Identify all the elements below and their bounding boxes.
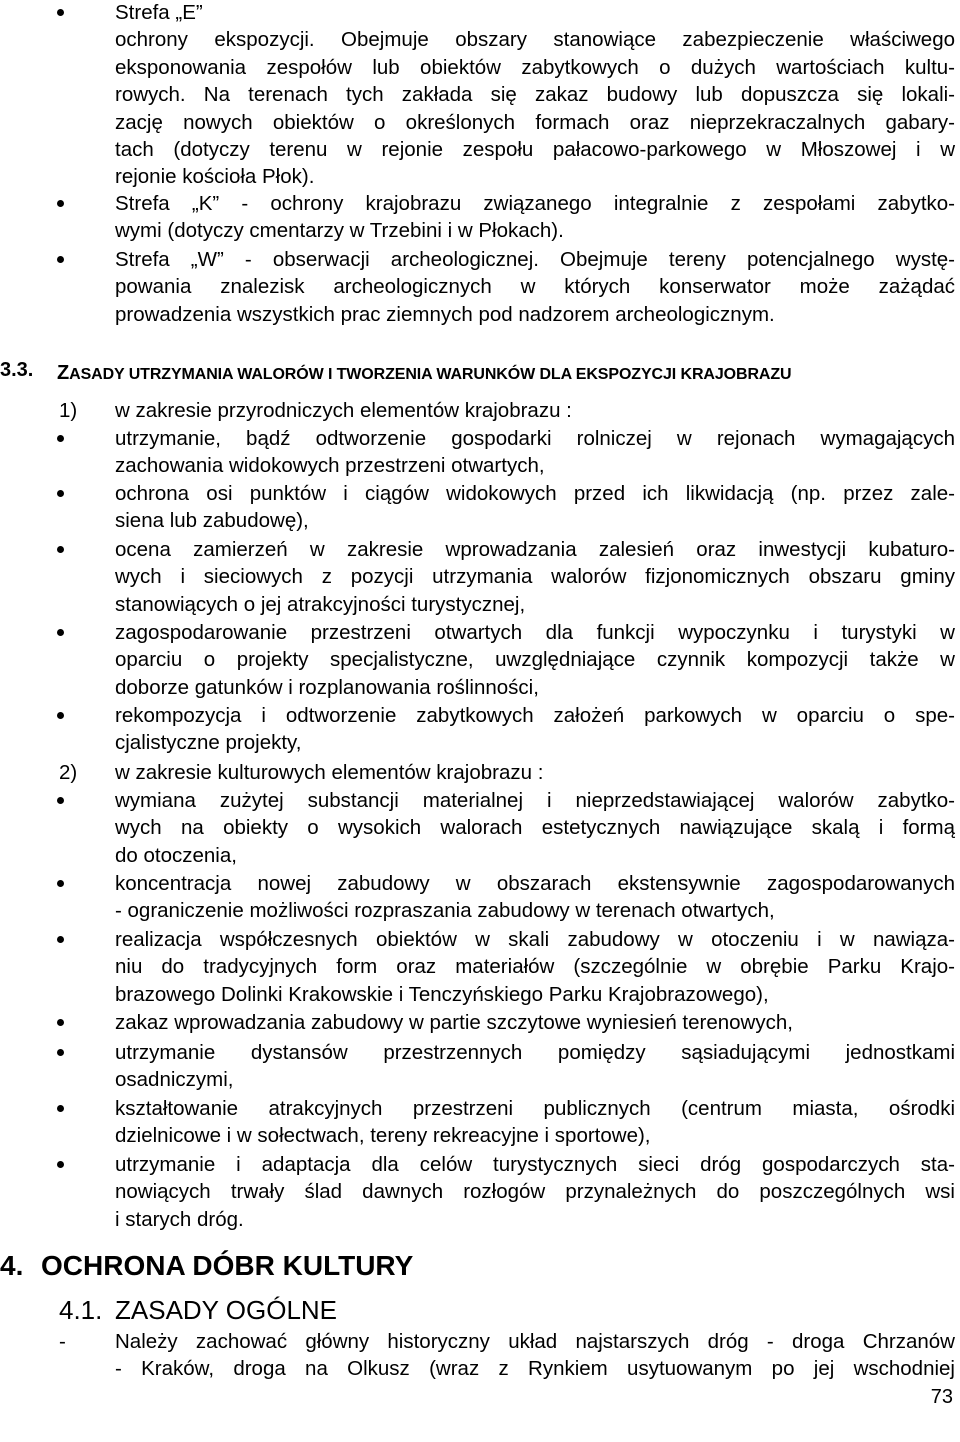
text-line: nowiących trwały ślad dawnych rozłogów przynależnych do poszczególnych wsi [115,1180,955,1204]
text-line: eksponowania zespołów lub obiektów zabytkowych o dużych wartościach kultu- [115,55,955,79]
bullet-paragraph [115,480,955,535]
text-line: utrzymanie dystansów przestrzennych pomiędzy sąsiadującymi jednostkami [115,1041,955,1064]
text-line: wych na obiekty o wysokich walorach estetycznych nawiązujące skalą i formą [115,816,955,840]
dash-list-item [115,1328,955,1383]
text-line: zagospodarowanie przestrzeni otwartych dla funkcji wypoczynku i turystyki w [115,621,955,644]
chapter-title: OCHRONA DÓBR KULTURY [41,1250,414,1281]
text-line: - Kraków, droga na Olkusz (wraz z Rynkiem usytuowanym po jej wschodniej [115,1357,955,1381]
bullet-icon [57,256,64,263]
text-line: i starych dróg. [115,1207,244,1231]
text-line: koncentracja nowej zabudowy w obszarach ekstensywnie zagospodarowanych [115,872,955,895]
text-line: realizacja współczesnych obiektów w skali zabudowy w otoczeniu i w nawiąza- [115,928,955,951]
text-line: niu do tradycyjnych form oraz materiałów (szczególnie w obrębie Parku Krajo- [115,955,955,979]
bullet-paragraph-strefa-k [115,190,955,245]
bullet-icon [57,1105,64,1112]
bullet-icon [57,546,64,553]
bullet-icon [57,435,64,442]
text-line: ochrona osi punktów i ciągów widokowych przed ich likwidacją (np. przez zale- [115,482,955,505]
bullet-icon [57,1161,64,1168]
text-line: kształtowanie atrakcyjnych przestrzeni publicznych (centrum miasta, ośrodki [115,1097,955,1120]
chapter-number: 4. [0,1250,24,1281]
bullet-paragraph [115,926,955,1008]
bullet-paragraph [115,702,955,757]
text-line: utrzymanie i adaptacja dla celów turystycznych sieci dróg gospodarczych sta- [115,1153,955,1176]
section-number: 3.3. [0,359,34,381]
bullet-icon [57,797,64,804]
section-title-initial: Z [57,362,70,384]
bullet-paragraph [115,536,955,618]
bullet-paragraph-strefa-e [115,0,955,191]
item-text: w zakresie kulturowych elementów krajobrazu : [115,761,544,784]
item-number: 1) [59,399,78,422]
text-line: prowadzenia wszystkich prac ziemnych pod nadzorem archeologicznym. [115,302,775,326]
bullet-icon [57,9,64,16]
bullet-icon [57,1019,64,1026]
text-line: Należy zachować główny historyczny układ najstarszych dróg - droga Chrzanów [115,1330,955,1353]
section-title: ZASADY OGÓLNE [115,1295,338,1325]
text-line: doborze gatunków i rozplanowania roślinności, [115,675,539,699]
text-line: Strefa „W” - obserwacji archeologicznej. Obejmuje tereny potencjalnego wystę- [115,248,955,271]
text-line: wymi (dotyczy cmentarzy w Trzebini i w Płokach). [115,219,564,243]
text-line: zakaz wprowadzania zabudowy w partie szczytowe wyniesień terenowych, [115,1011,793,1034]
bullet-icon [57,490,64,497]
text-line: powania znalezisk archeologicznych w których konserwator może zażądać [115,275,955,299]
bullet-icon [57,880,64,887]
text-line: do otoczenia, [115,843,237,867]
text-line: siena lub zabudowę), [115,509,309,533]
text-line: tach (dotyczy terenu w rejonie zespołu pałacowo-parkowego w Młoszowej i w [115,138,955,162]
bullet-paragraph [115,425,955,480]
text-line: ocena zamierzeń w zakresie wprowadzania zalesień oraz inwestycji kubaturo- [115,538,955,561]
text-line: cjalistyczne projekty, [115,731,302,755]
text-line: dzielnicowe i w sołectwach, tereny rekreacyjne i sportowe), [115,1124,651,1148]
section-title [57,362,792,385]
bullet-paragraph [115,1151,955,1233]
text-line: wymiana zużytej substancji materialnej i nieprzedstawiającej walorów zabytko- [115,789,955,812]
text-line: Strefa „K” - ochrony krajobrazu związanego integralnie z zespołami zabytko- [115,192,955,215]
section-title-rest: ASADY UTRZYMANIA WALORÓW I TWORZENIA WARUNKÓW DLA EKSPOZYCJI KRAJOBRAZU [69,366,792,383]
text-line: zachowania widokowych przestrzeni otwartych, [115,454,545,478]
bullet-paragraph [115,1039,955,1094]
text-line: oparciu o projekty specjalistyczne, uwzględniające czynnik kompozycji także w [115,648,955,672]
section-number: 4.1. [59,1295,103,1325]
text-line: osadniczymi, [115,1068,234,1092]
bullet-paragraph [115,870,955,925]
bullet-icon [57,712,64,719]
bullet-paragraph [115,1095,955,1150]
bullet-paragraph [115,1009,955,1036]
text-line: stanowiących o jej atrakcyjności turystycznej, [115,592,526,616]
text-line: utrzymanie, bądź odtworzenie gospodarki rolniczej w rejonach wymagających [115,427,955,450]
text-line: ochrony ekspozycji. Obejmuje obszary stanowiące zabezpieczenie właściwego [115,28,955,52]
text-line: rejonie kościoła Płok). [115,165,315,189]
text-line: rekompozycja i odtworzenie zabytkowych założeń parkowych w oparciu o spe- [115,704,955,727]
bullet-paragraph-strefa-w [115,246,955,328]
text-line: brazowego Dolinki Krakowskie i Tenczyńskiego Parku Krajobrazowego), [115,982,769,1006]
bullet-icon [57,629,64,636]
page-number: 73 [930,1386,953,1408]
bullet-icon [57,1049,64,1056]
text-line: - ograniczenie możliwości rozpraszania zabudowy w terenach otwartych, [115,899,775,923]
text-line: rowych. Na terenach tych zakłada się zakaz budowy lub dopuszcza się lokali- [115,83,955,107]
bullet-paragraph [115,619,955,701]
bullet-icon [57,936,64,943]
bullet-paragraph [115,787,955,869]
text-line: wych i sieciowych z pozycji utrzymania walorów fizjonomicznych obszaru gminy [115,565,955,589]
dash-marker: - [59,1330,66,1353]
item-text: w zakresie przyrodniczych elementów krajobrazu : [115,399,572,422]
text-line: zację nowych obiektów o określonych formach oraz nieprzekraczalnych gabary- [115,110,955,134]
bullet-icon [57,200,64,207]
item-number: 2) [59,761,78,784]
text-line: Strefa „E” [115,1,203,24]
